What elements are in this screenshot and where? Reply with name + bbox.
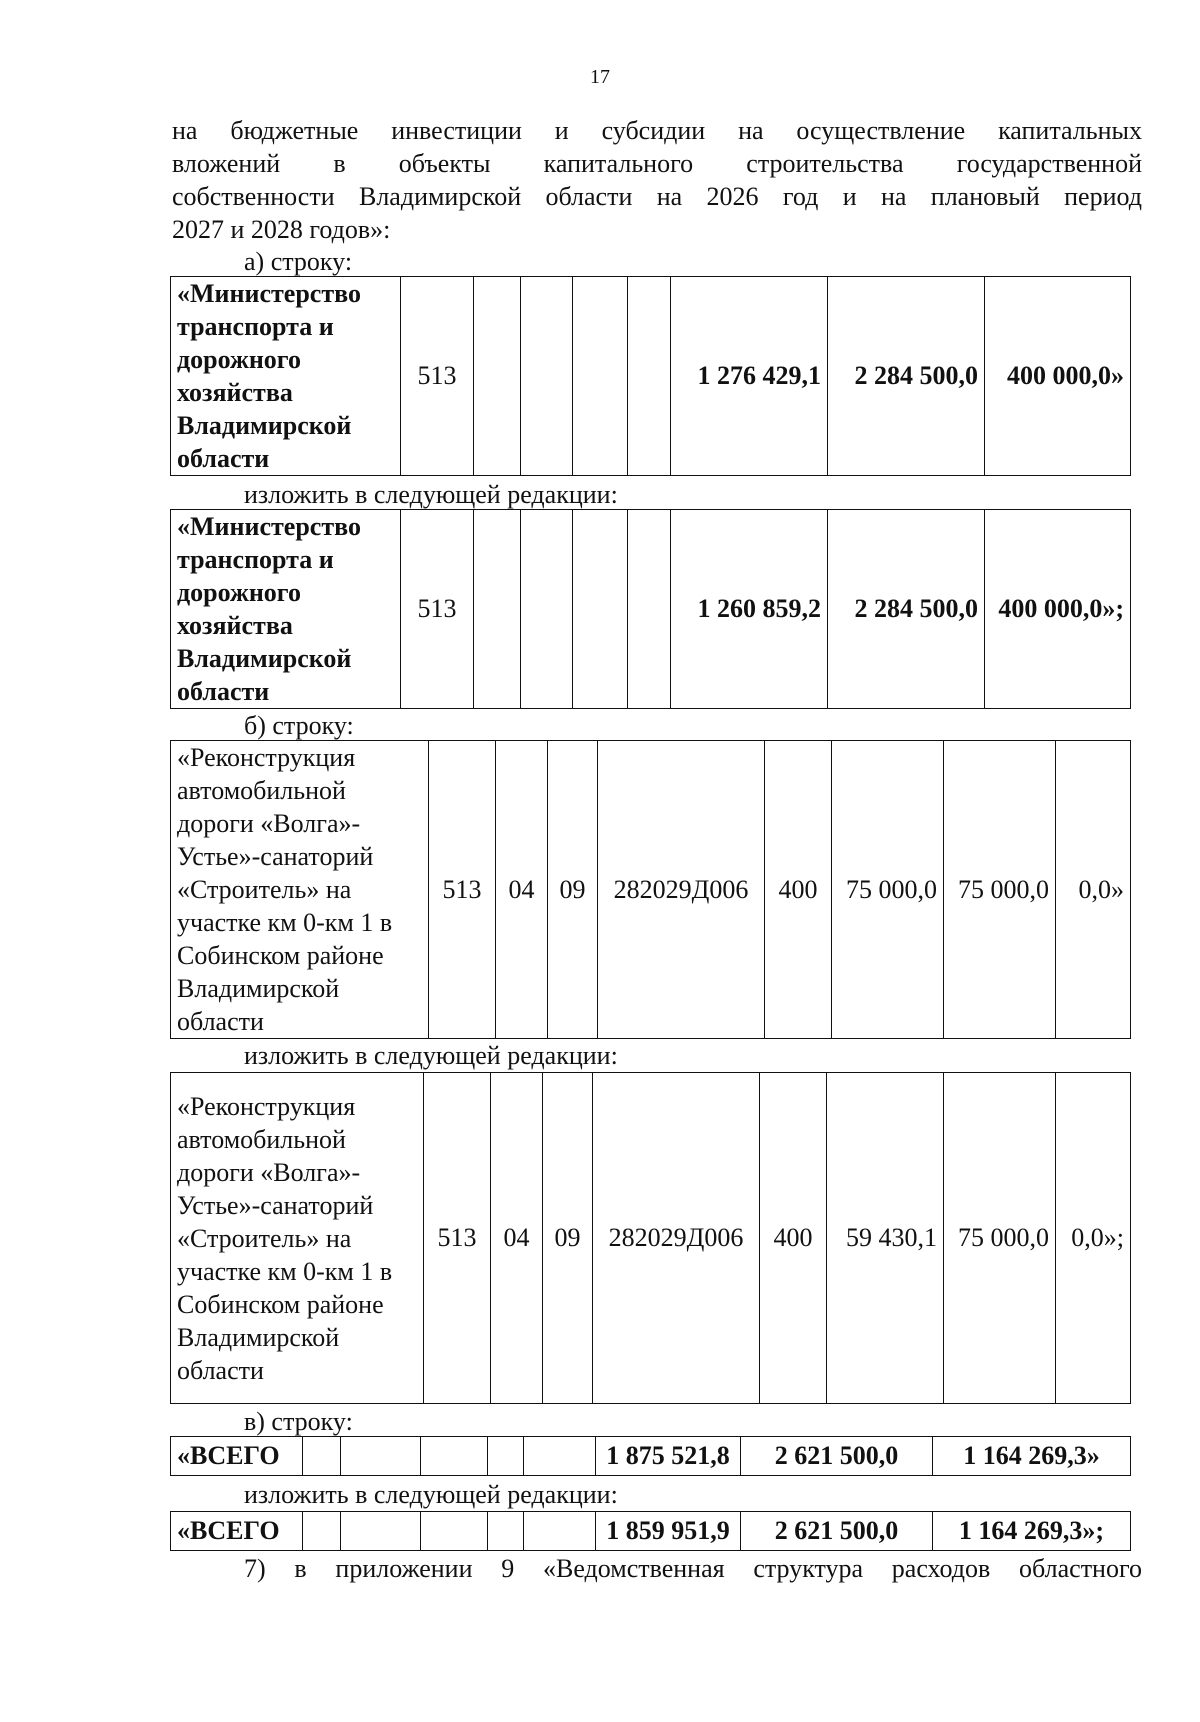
ministry-code: 513 bbox=[401, 277, 474, 476]
empty-cell bbox=[421, 1437, 488, 1476]
amount-2027: 2 621 500,0 bbox=[741, 1437, 933, 1476]
table-b-old bbox=[170, 740, 1131, 1039]
table-v-new bbox=[170, 1511, 1131, 1551]
row-name: «Реконструкция автомобильной дороги «Волга»-Устье»-санаторий «Строитель» на участке км 0-км 1 в Собинском районе Владимирской области bbox=[171, 741, 429, 1039]
section-code: 04 bbox=[496, 741, 548, 1039]
empty-cell bbox=[488, 1437, 524, 1476]
amount-2027: 2 284 500,0 bbox=[828, 510, 985, 709]
label-v: в) строку: bbox=[244, 1407, 353, 1436]
amount-2027: 75 000,0 bbox=[944, 1073, 1056, 1404]
intro-line-4: 2027 и 2028 годов»: bbox=[172, 215, 391, 244]
label-replace-a: изложить в следующей редакции: bbox=[244, 480, 618, 509]
row-name: «Министерство транспорта и дорожного хозяйства Владимирской области bbox=[171, 510, 401, 709]
label-a: а) строку: bbox=[244, 247, 353, 276]
table-row bbox=[171, 741, 1131, 1039]
empty-cell bbox=[628, 510, 671, 709]
table-row bbox=[171, 1073, 1131, 1404]
total-label: «ВСЕГО bbox=[171, 1512, 303, 1551]
amount-2027: 2 621 500,0 bbox=[741, 1512, 933, 1551]
amount-2027: 2 284 500,0 bbox=[828, 277, 985, 476]
intro-line-3: собственности Владимирской области на 2026 год и на плановый период bbox=[172, 182, 1142, 211]
amount-2028: 400 000,0»; bbox=[985, 510, 1131, 709]
amount-2027: 75 000,0 bbox=[944, 741, 1056, 1039]
expense-type: 400 bbox=[760, 1073, 827, 1404]
table-row bbox=[171, 277, 1131, 476]
section-code: 04 bbox=[491, 1073, 543, 1404]
table-b-new bbox=[170, 1072, 1131, 1404]
empty-cell bbox=[341, 1512, 421, 1551]
amount-2026: 1 859 951,9 bbox=[596, 1512, 741, 1551]
empty-cell bbox=[628, 277, 671, 476]
ministry-code: 513 bbox=[424, 1073, 491, 1404]
amount-2028: 1 164 269,3»; bbox=[933, 1512, 1131, 1551]
closing-paragraph bbox=[244, 1552, 1142, 1585]
row-name: «Министерство транспорта и дорожного хозяйства Владимирской области bbox=[171, 277, 401, 476]
intro-line-1: на бюджетные инвестиции и субсидии на осуществление капитальных bbox=[172, 116, 1142, 145]
table-row bbox=[171, 1437, 1131, 1476]
empty-cell bbox=[524, 1512, 596, 1551]
empty-cell bbox=[303, 1512, 341, 1551]
amount-2028: 400 000,0» bbox=[985, 277, 1131, 476]
amount-2026: 1 276 429,1 bbox=[671, 277, 828, 476]
ministry-code: 513 bbox=[429, 741, 496, 1039]
table-v-old bbox=[170, 1436, 1131, 1476]
empty-cell bbox=[524, 1437, 596, 1476]
subsection-code: 09 bbox=[548, 741, 598, 1039]
label-replace-b: изложить в следующей редакции: bbox=[244, 1041, 618, 1070]
intro-line-2: вложений в объекты капитального строительства государственной bbox=[172, 149, 1142, 178]
amount-2026: 75 000,0 bbox=[832, 741, 944, 1039]
expense-type: 400 bbox=[765, 741, 832, 1039]
empty-cell bbox=[573, 277, 628, 476]
table-a-old bbox=[170, 276, 1131, 476]
amount-2028: 0,0»; bbox=[1056, 1073, 1131, 1404]
target-article: 282029Д006 bbox=[593, 1073, 760, 1404]
amount-2026: 1 260 859,2 bbox=[671, 510, 828, 709]
table-row bbox=[171, 510, 1131, 709]
empty-cell bbox=[421, 1512, 488, 1551]
amount-2026: 59 430,1 bbox=[827, 1073, 944, 1404]
intro-paragraph bbox=[172, 114, 1142, 246]
empty-cell bbox=[521, 510, 573, 709]
row-name: «Реконструкция автомобильной дороги «Волга»-Устье»-санаторий «Строитель» на участке км 0-км 1 в Собинском районе Владимирской области bbox=[171, 1073, 424, 1404]
empty-cell bbox=[474, 510, 521, 709]
target-article: 282029Д006 bbox=[598, 741, 765, 1039]
subsection-code: 09 bbox=[543, 1073, 593, 1404]
empty-cell bbox=[488, 1512, 524, 1551]
empty-cell bbox=[341, 1437, 421, 1476]
ministry-code: 513 bbox=[401, 510, 474, 709]
label-b: б) строку: bbox=[244, 711, 354, 740]
amount-2028: 0,0» bbox=[1056, 741, 1131, 1039]
empty-cell bbox=[303, 1437, 341, 1476]
label-replace-v: изложить в следующей редакции: bbox=[244, 1480, 618, 1509]
amount-2028: 1 164 269,3» bbox=[933, 1437, 1131, 1476]
total-label: «ВСЕГО bbox=[171, 1437, 303, 1476]
closing-line: 7) в приложении 9 «Ведомственная структура расходов областного bbox=[244, 1554, 1142, 1583]
amount-2026: 1 875 521,8 bbox=[596, 1437, 741, 1476]
empty-cell bbox=[573, 510, 628, 709]
empty-cell bbox=[474, 277, 521, 476]
empty-cell bbox=[521, 277, 573, 476]
table-row bbox=[171, 1512, 1131, 1551]
table-a-new bbox=[170, 509, 1131, 709]
page-number: 17 bbox=[590, 66, 610, 88]
